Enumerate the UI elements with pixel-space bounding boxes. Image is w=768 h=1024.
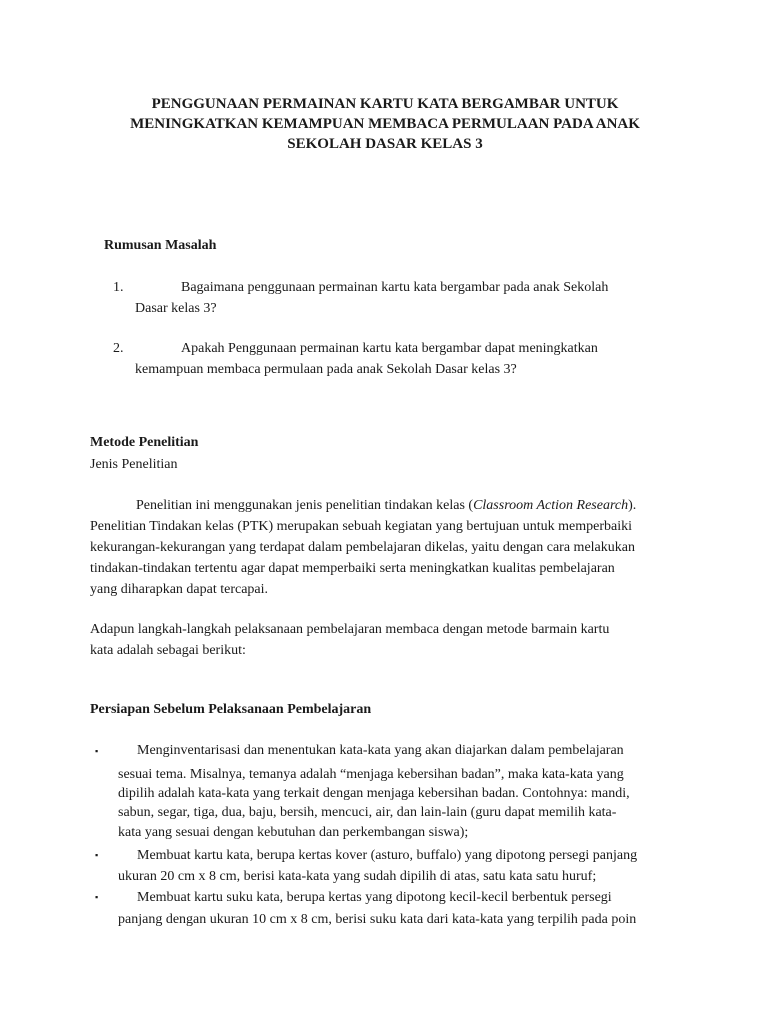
bullet-2-glyph: ▪ <box>95 850 99 860</box>
metode-italic-term: Classroom Action Research <box>473 498 629 513</box>
bullet-1-glyph: ▪ <box>95 746 99 756</box>
bullet-2-line2: ukuran 20 cm x 8 cm, berisi kata-kata yang sudah dipilih di atas, satu kata satu huruf; <box>118 869 597 884</box>
rumusan-item-1-line2: Dasar kelas 3? <box>135 301 217 316</box>
rumusan-item-2-line1: Apakah Penggunaan permainan kartu kata bergambar dapat meningkatkan <box>181 341 598 356</box>
metode-para2-line1: Adapun langkah-langkah pelaksanaan pembelajaran membaca dengan metode barmain kartu <box>90 622 610 637</box>
rumusan-item-2-number: 2. <box>113 341 124 356</box>
metode-para2-line2: kata adalah sebagai berikut: <box>90 643 246 658</box>
title-line-3: SEKOLAH DASAR KELAS 3 <box>287 136 483 152</box>
metode-para1-line3: kekurangan-kekurangan yang terdapat dalam pembelajaran dikelas, yaitu dengan cara melakukan <box>90 540 635 555</box>
title-line-2: MENINGKATKAN KEMAMPUAN MEMBACA PERMULAAN PADA ANAK <box>130 116 640 132</box>
rumusan-item-1-line1: Bagaimana penggunaan permainan kartu kata bergambar pada anak Sekolah <box>181 280 609 295</box>
metode-heading: Metode Penelitian <box>90 435 199 450</box>
bullet-2-line1: Membuat kartu kata, berupa kertas kover (asturo, buffalo) yang dipotong persegi panjang <box>137 848 638 863</box>
rumusan-item-2-line2: kemampuan membaca permulaan pada anak Sekolah Dasar kelas 3? <box>135 362 517 377</box>
bullet-1-line4: sabun, segar, tiga, dua, baju, bersih, mencuci, air, dan lain-lain (guru dapat memilih kata- <box>118 805 617 820</box>
rumusan-heading: Rumusan Masalah <box>104 238 217 253</box>
bullet-1-line3: dipilih adalah kata-kata yang terkait dengan menjaga kebersihan badan. Contohnya: mandi, <box>118 786 630 801</box>
metode-subheading: Jenis Penelitian <box>90 457 178 472</box>
bullet-1-line5: kata yang sesuai dengan kebutuhan dan perkembangan siswa); <box>118 825 469 840</box>
rumusan-item-1-number: 1. <box>113 280 124 295</box>
bullet-3-glyph: ▪ <box>95 892 99 902</box>
bullet-1-line1: Menginventarisasi dan menentukan kata-kata yang akan diajarkan dalam pembelajaran <box>137 743 624 758</box>
metode-para1-line5: yang diharapkan dapat tercapai. <box>90 582 269 597</box>
document-title <box>90 94 680 154</box>
bullet-3-line2: panjang dengan ukuran 10 cm x 8 cm, berisi suku kata dari kata-kata yang terpilih pada poin <box>118 912 637 927</box>
metode-para1-line1: Penelitian ini menggunakan jenis penelitian tindakan kelas (Classroom Action Research). <box>136 498 637 513</box>
bullet-3-line1: Membuat kartu suku kata, berupa kertas yang dipotong kecil-kecil berbentuk persegi <box>137 890 612 905</box>
metode-para1-line4: tindakan-tindakan tertentu agar dapat memperbaiki serta meningkatkan kualitas pembelajaran <box>90 561 615 576</box>
persiapan-heading: Persiapan Sebelum Pelaksanaan Pembelajaran <box>90 702 372 717</box>
metode-para1-line2: Penelitian Tindakan kelas (PTK) merupakan sebuah kegiatan yang bertujuan untuk memperbaiki <box>90 519 632 534</box>
title-line-1: PENGGUNAAN PERMAINAN KARTU KATA BERGAMBAR UNTUK <box>151 96 619 112</box>
bullet-1-line2: sesuai tema. Misalnya, temanya adalah “menjaga kebersihan badan”, maka kata-kata yang <box>118 767 624 782</box>
